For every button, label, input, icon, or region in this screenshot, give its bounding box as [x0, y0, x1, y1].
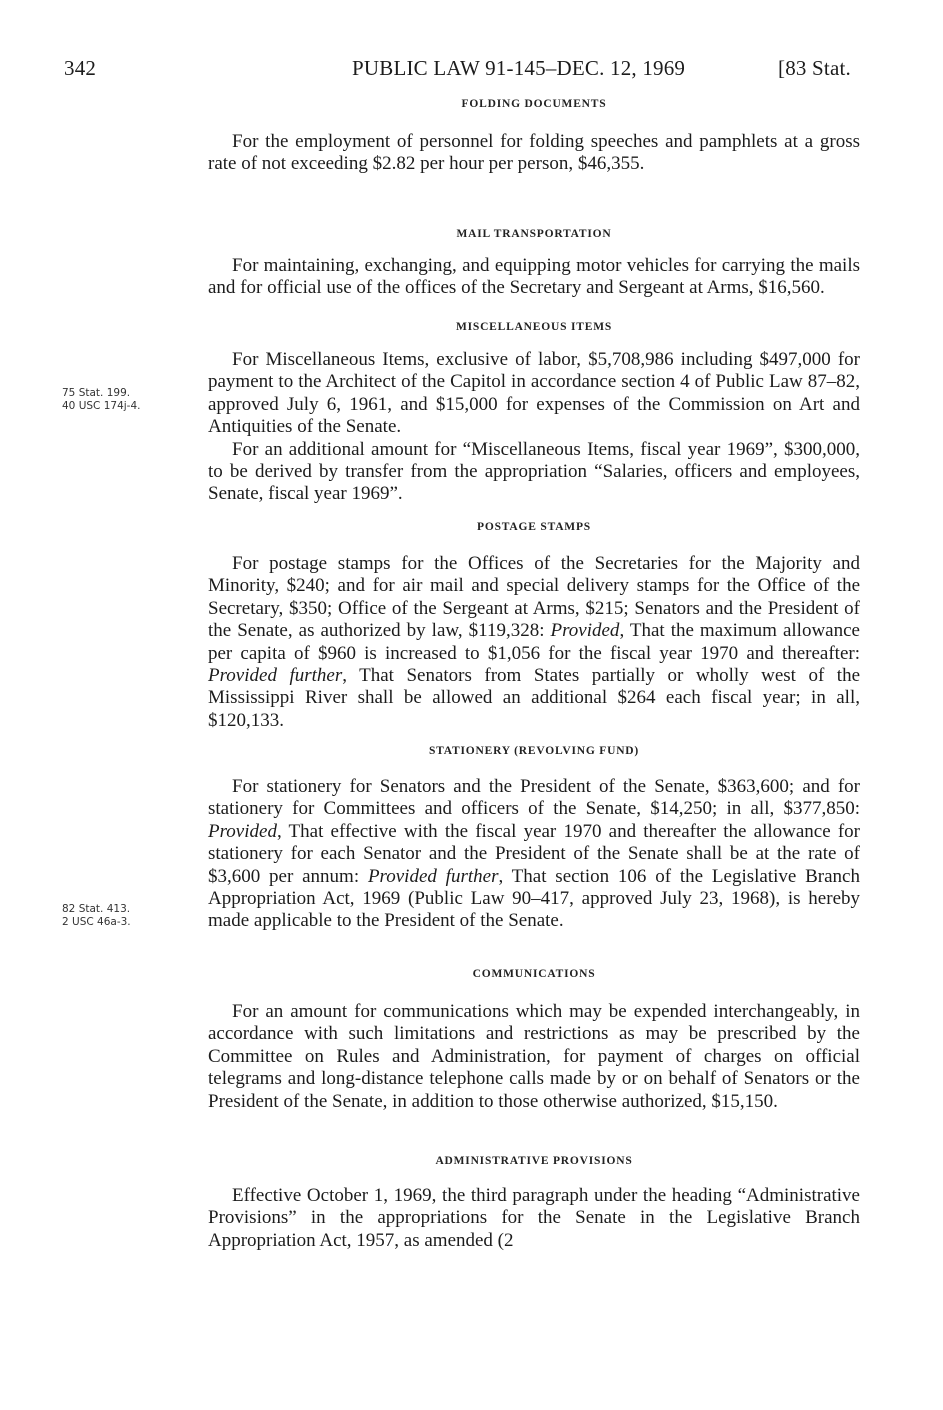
text-run: , That the maximum allowance per capita of $960 is increased to $1,056 for the fiscal year 1970 and thereafter:	[208, 620, 860, 664]
paragraph: For an amount for communications which may be expended interchangeably, in accordance with such limitations and restrictions as may be prescribed by the Committee on Rules and Administration, for payment of charges on official telegrams and long-distance telephone calls made by or on behalf of Senators or the President of the Senate, in addition to those otherwise authorized, $15,150.	[208, 1001, 860, 1112]
section-body-stationery	[208, 776, 860, 933]
text-run: , That effective with the fiscal year 1970 and thereafter the allowance for stationery for each Senator and the President of the Senate shall be at the rate of $3,600 per annum:	[208, 820, 860, 887]
paragraph: For Miscellaneous Items, exclusive of labor, $5,708,986 including $497,000 for payment to the Architect of the Capitol in accordance section 4 of Public Law 87–82, approved July 6, 1961, and $15,000 for expenses of the Commission on Art and Antiquities of the Senate.	[208, 349, 860, 438]
section-body-mail-transportation	[208, 255, 860, 300]
margin-note-line: 40 USC 174j-4.	[62, 400, 141, 412]
paragraph: For an additional amount for “Miscellaneous Items, fiscal year 1969”, $300,000, to be derived by transfer from the appropriation “Salaries, officers and employees, Senate, fiscal year 1969”.	[208, 438, 860, 505]
text-run: For postage stamps for the Offices of the Secretaries for the Majority and Minority, $240; and for air mail and special delivery stamps for the Office of the Secretary, $350; Office of the Sergeant at Arms, $215; Senators and the President of the Senate, as authorized by law, $119,328:	[208, 553, 860, 642]
section-heading-postage-stamps: POSTAGE STAMPS	[477, 521, 591, 533]
paragraph: For maintaining, exchanging, and equipping motor vehicles for carrying the mails and for official use of the offices of the Secretary and Sergeant at Arms, $16,560.	[208, 255, 860, 299]
section-body-communications	[208, 1001, 860, 1113]
statute-reference: [83 Stat.	[778, 56, 851, 80]
section-heading-communications: COMMUNICATIONS	[472, 968, 596, 980]
margin-note-line: 82 Stat. 413.	[62, 903, 131, 915]
paragraph	[208, 553, 860, 732]
section-body-administrative-provisions	[208, 1185, 860, 1252]
margin-note-citation	[62, 903, 192, 929]
margin-note-citation	[62, 387, 192, 413]
text-run: For stationery for Senators and the President of the Senate, $363,600; and for stationery for Committees and officers of the Senate, $14,250; in all, $377,850:	[208, 776, 860, 820]
paragraph: Effective October 1, 1969, the third paragraph under the heading “Administrative Provisions” in the appropriations for the Senate in the Legislative Branch Appropriation Act, 1957, as amended (2	[208, 1185, 860, 1251]
proviso-italic: Provided further	[208, 665, 343, 687]
section-heading-folding-documents: FOLDING DOCUMENTS	[461, 98, 607, 110]
proviso-italic: Provided further	[367, 865, 499, 887]
running-head: PUBLIC LAW 91-145–DEC. 12, 1969	[352, 56, 686, 80]
section-heading-mail-transportation: MAIL TRANSPORTATION	[456, 228, 612, 240]
section-body-miscellaneous-items	[208, 349, 860, 506]
page-number: 342	[64, 56, 97, 80]
paragraph	[208, 776, 860, 933]
text-run: , That Senators from States partially or wholly west of the Mississippi River shall be allowed an additional $264 each fiscal year; in all, $120,133.	[208, 665, 861, 731]
proviso-italic: Provided	[208, 820, 277, 842]
margin-note-line: 2 USC 46a-3.	[62, 916, 131, 928]
section-heading-miscellaneous-items: MISCELLANEOUS ITEMS	[455, 321, 613, 333]
paragraph: For the employment of personnel for folding speeches and pamphlets at a gross rate of not exceeding $2.82 per hour per person, $46,355.	[208, 131, 860, 175]
margin-note-line: 75 Stat. 199.	[62, 387, 131, 399]
text-run: , That section 106 of the Legislative Branch Appropriation Act, 1969 (Public Law 90–417, approved July 23, 1968), is hereby made applicable to the President of the Senate.	[208, 865, 860, 932]
proviso-italic: Provided	[550, 620, 620, 642]
section-heading-administrative-provisions: ADMINISTRATIVE PROVISIONS	[435, 1155, 633, 1167]
section-heading-stationery: STATIONERY (REVOLVING FUND)	[428, 745, 640, 757]
section-body-folding-documents	[208, 131, 860, 176]
section-body-postage-stamps	[208, 553, 860, 732]
